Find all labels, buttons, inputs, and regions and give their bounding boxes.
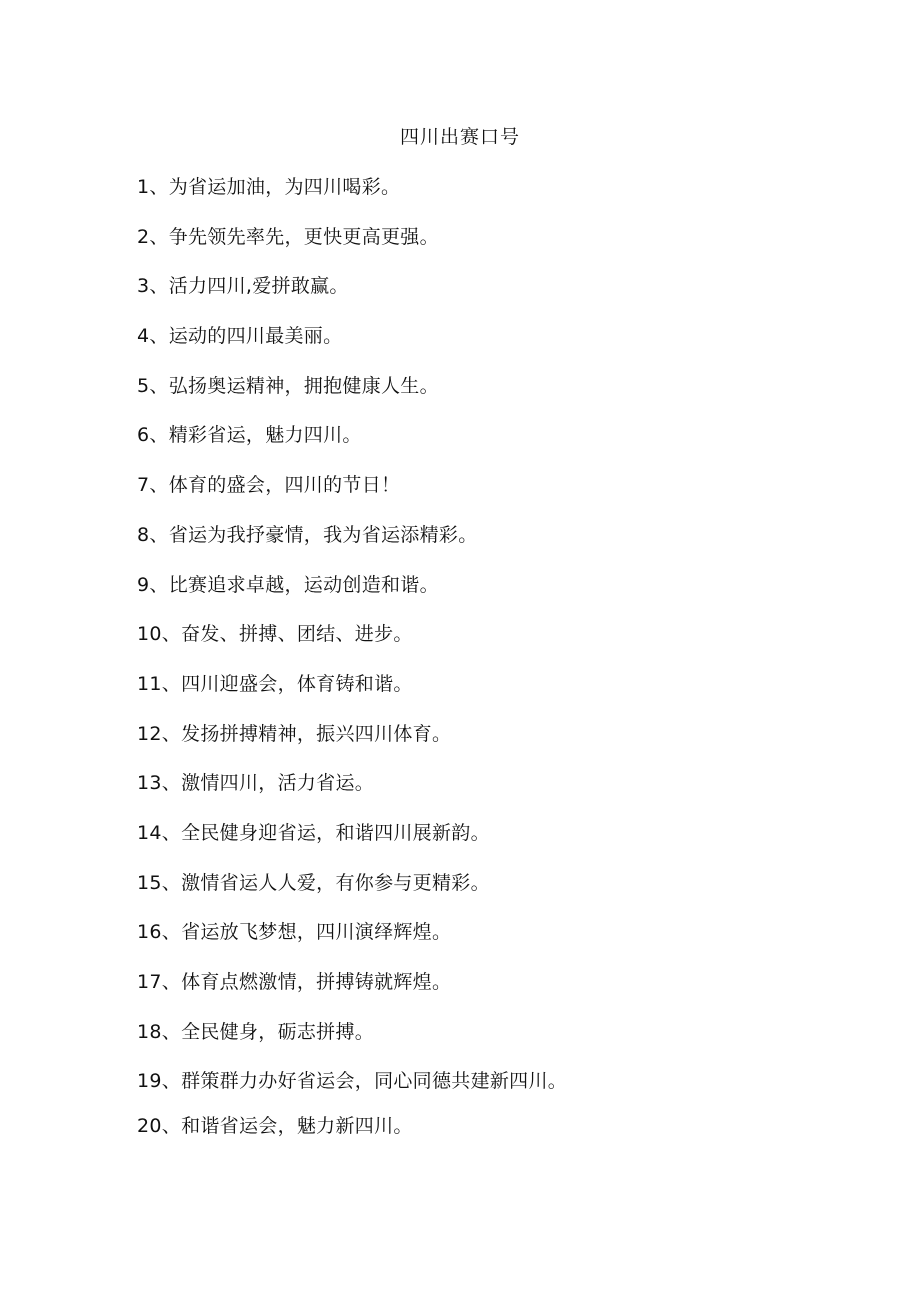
slogan-item: 16、省运放飞梦想，四川演绎辉煌。 (137, 921, 452, 944)
slogan-item: 14、全民健身迎省运，和谐四川展新韵。 (137, 821, 490, 844)
slogan-item: 5、弘扬奥运精神，拥抱健康人生。 (137, 374, 439, 397)
slogan-list (137, 174, 577, 1163)
slogan-item: 1、为省运加油，为四川喝彩。 (137, 176, 401, 198)
slogan-item: 15、激情省运人人爱，有你参与更精彩。 (137, 871, 490, 894)
slogan-item: 8、省运为我抒豪情，我为省运添精彩。 (137, 523, 478, 546)
slogan-item: 10、奋发、拼搏、团结、进步。 (137, 623, 413, 646)
slogan-item: 17、体育点燃激情，拼搏铸就辉煌。 (137, 971, 452, 993)
slogan-item: 2、争先领先率先，更快更高更强。 (137, 225, 439, 248)
slogan-item: 13、激情四川，活力省运。 (137, 772, 375, 795)
slogan-item: 3、活力四川,爱拼敢赢。 (137, 275, 349, 298)
slogan-item: 19、群策群力办好省运会，同心同德共建新四川。 (137, 1070, 568, 1093)
slogan-item: 6、精彩省运，魅力四川。 (137, 424, 362, 447)
slogan-item: 11、四川迎盛会，体育铸和谐。 (137, 672, 413, 695)
slogan-item: 7、体育的盛会，四川的节日！ (137, 474, 401, 497)
slogan-item: 18、全民健身，砺志拼搏。 (137, 1020, 375, 1043)
slogan-item: 9、比赛追求卓越，运动创造和谐。 (137, 573, 439, 596)
slogan-item: 12、发扬拼搏精神，振兴四川体育。 (137, 722, 452, 745)
slogan-item: 20、和谐省运会，魅力新四川。 (137, 1115, 413, 1138)
slogan-item: 4、运动的四川最美丽。 (137, 325, 343, 348)
document-title: 四川出赛口号 (399, 126, 520, 148)
